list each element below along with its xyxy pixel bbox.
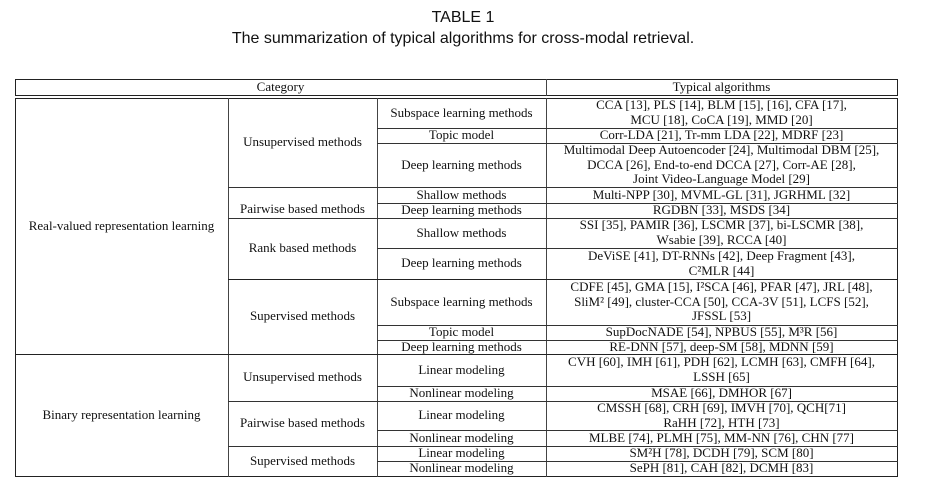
algorithms-line: JFSSL [53] (691, 308, 752, 324)
algorithms-line: DeViSE [41], DT-RNNs [42], Deep Fragment [43], (588, 247, 855, 263)
subgroup-unsupervised: Unsupervised methods (243, 134, 362, 150)
algorithms-line: C²MLR [44] (688, 262, 755, 278)
algorithms-cell: MSAE [66], DMHOR [67] (651, 385, 792, 401)
table-label: TABLE 1 (431, 9, 495, 26)
method-cell: Deep learning methods (401, 255, 522, 271)
method-cell: Linear modeling (418, 407, 505, 423)
algorithms-cell: SePH [81], CAH [82], DCMH [83] (629, 460, 814, 476)
subgroup-rank: Rank based methods (248, 240, 357, 256)
algorithms-cell (546, 401, 897, 430)
method-cell: Deep learning methods (401, 202, 522, 218)
algorithms-cell: SupDocNADE [54], NPBUS [55], M³R [56] (605, 324, 838, 340)
algorithms-line: SSI [35], PAMIR [36], LSCMR [37], bi-LSCMR [38], (579, 217, 864, 233)
algorithms-line: LSSH [65] (693, 369, 750, 384)
algorithms-cell (546, 98, 897, 128)
algorithms-line: Wsabie [39], RCCA [40] (656, 232, 787, 247)
method-cell: Nonlinear modeling (409, 429, 514, 445)
method-cell: Nonlinear modeling (409, 460, 514, 476)
algorithms-cell (546, 279, 897, 325)
algorithms-line: Multimodal Deep Autoencoder [24], Multimodal DBM [25], (563, 142, 880, 158)
method-cell: Shallow methods (416, 224, 507, 240)
table-title: The summarization of typical algorithms for cross-modal retrieval. (231, 30, 695, 47)
method-cell: Linear modeling (418, 445, 505, 461)
algorithms-cell (546, 143, 897, 187)
subgroup-supervised: Supervised methods (249, 308, 356, 324)
algorithms-cell: SM²H [78], DCDH [79], SCM [80] (629, 445, 814, 461)
header-category: Category (256, 79, 305, 95)
algorithms-cell (546, 354, 897, 386)
group-binary: Binary representation learning (42, 406, 201, 422)
group-real-valued: Real-valued representation learning (28, 217, 215, 233)
subgroup-pairwise: Pairwise based methods (240, 201, 365, 217)
method-cell: Topic model (428, 324, 495, 340)
algorithms-cell: RE-DNN [57], deep-SM [58], MDNN [59] (609, 338, 834, 354)
method-cell: Shallow methods (416, 186, 507, 202)
subgroup-unsupervised: Unsupervised methods (243, 369, 362, 385)
method-cell: Subspace learning methods (390, 293, 533, 309)
method-cell: Linear modeling (418, 361, 505, 377)
algorithms-line: RaHH [72], HTH [73] (663, 414, 780, 430)
algorithms-line: CCA [13], PLS [14], BLM [15], [16], CFA [17], (596, 97, 847, 113)
algorithms-cell (546, 248, 897, 279)
algorithms-line: DCCA [26], End-to-end DCCA [27], Corr-AE [28], (587, 156, 856, 172)
algorithms-line: SliM² [49], cluster-CCA [50], CCA-3V [51], LCFS [52], (574, 293, 869, 309)
subgroup-supervised: Supervised methods (249, 452, 356, 468)
algorithms-line: CMSSH [68], CRH [69], IMVH [70], QCH[71] (597, 399, 846, 415)
algorithms-cell: Corr-LDA [21], Tr-mm LDA [22], MDRF [23] (599, 127, 844, 143)
algorithms-cell: RGDBN [33], MSDS [34] (652, 202, 791, 218)
method-cell: Nonlinear modeling (409, 385, 514, 401)
method-cell: Subspace learning methods (390, 104, 533, 120)
algorithms-cell: MLBE [74], PLMH [75], MM-NN [76], CHN [77] (588, 429, 855, 445)
algorithms-line: MCU [18], CoCA [19], MMD [20] (630, 112, 813, 127)
header-typical-algorithms: Typical algorithms (672, 79, 771, 95)
algorithms-line: CVH [60], IMH [61], PDH [62], LCMH [63], CMFH [64], (568, 354, 875, 370)
subgroup-pairwise: Pairwise based methods (240, 415, 365, 431)
algorithms-line: Joint Video-Language Model [29] (633, 171, 810, 187)
algorithms-cell (546, 218, 897, 248)
method-cell: Deep learning methods (401, 338, 522, 354)
method-cell: Topic model (428, 127, 495, 143)
algorithms-line: CDFE [45], GMA [15], I²SCA [46], PFAR [47], JRL [48], (570, 279, 873, 295)
algorithms-cell: Multi-NPP [30], MVML-GL [31], JGRHML [32] (592, 186, 851, 202)
method-cell: Deep learning methods (401, 156, 522, 172)
